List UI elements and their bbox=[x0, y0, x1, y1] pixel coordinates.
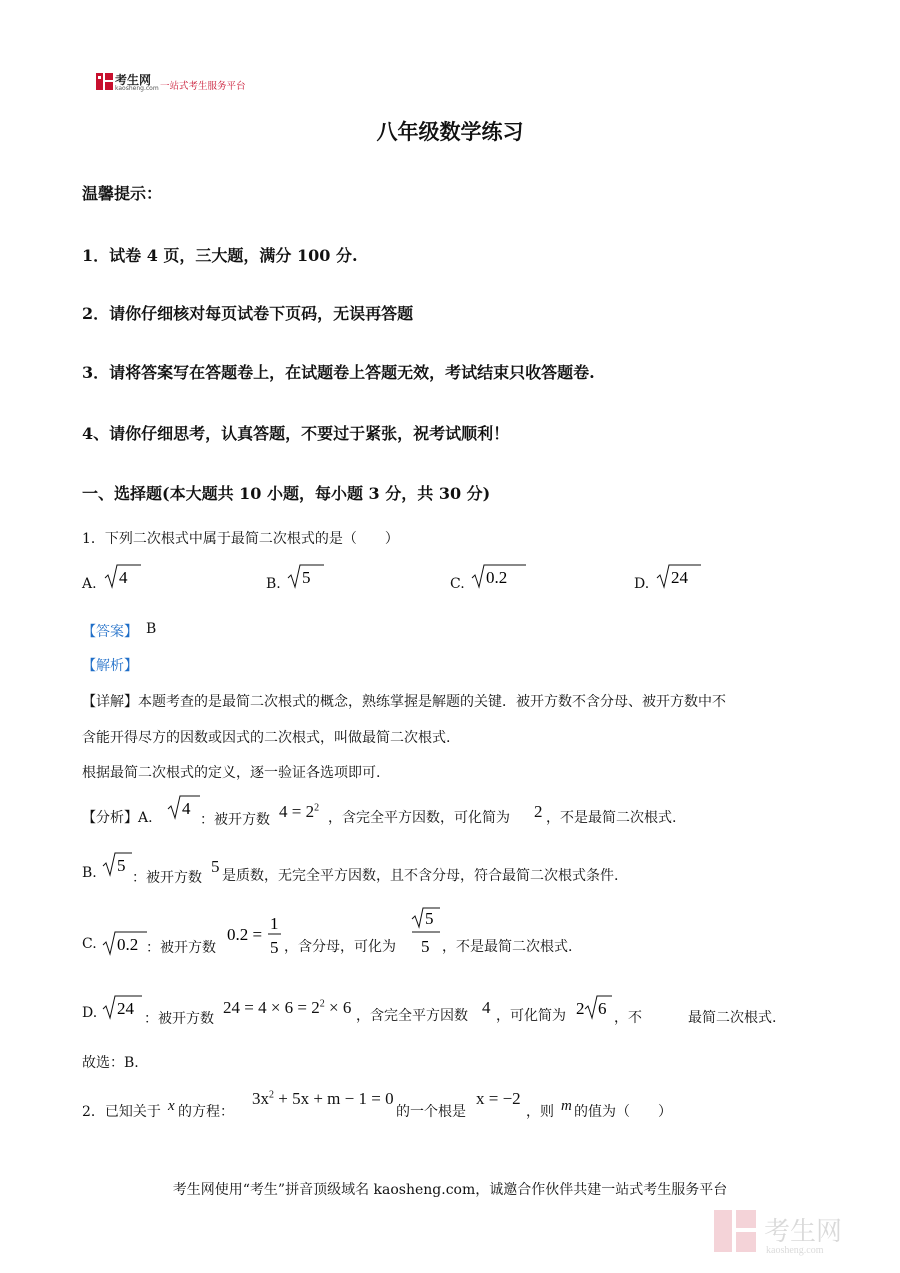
analysis-b-text-1: ：被开方数 bbox=[132, 870, 202, 886]
q1-option-b-radical bbox=[286, 562, 326, 590]
analysis-c-simplified bbox=[408, 905, 444, 961]
q1-stem: 1．下列二次根式中属于最简二次根式的是（ ） bbox=[82, 531, 399, 547]
analysis-a-text-1: ：被开方数 bbox=[200, 812, 270, 828]
analysis-d-text-4: ，不 bbox=[614, 1010, 642, 1026]
q1-option-c-radical bbox=[470, 562, 530, 590]
q1-option-d-radicand: 24 bbox=[671, 568, 688, 587]
q1-option-d-label: D. bbox=[634, 576, 650, 592]
q1-option-b-label: B. bbox=[266, 576, 281, 592]
svg-text:6: 6 bbox=[598, 999, 607, 1018]
q2-text-3: ，则 bbox=[526, 1104, 554, 1120]
q2-text-1: 的方程： bbox=[178, 1104, 234, 1120]
analysis-a-result: 2 bbox=[534, 802, 543, 821]
analysis-a-text-3: ，不是最简二次根式. bbox=[546, 810, 677, 826]
kaosheng-logo-icon bbox=[96, 73, 113, 90]
conclusion: 故选：B. bbox=[82, 1055, 139, 1071]
svg-text:4: 4 bbox=[182, 799, 191, 818]
answer-value: B bbox=[146, 621, 157, 637]
q1-option-b-radicand: 5 bbox=[302, 568, 311, 587]
q1-option-a-radical bbox=[103, 562, 143, 590]
svg-text:1: 1 bbox=[270, 914, 279, 933]
tips-heading: 温馨提示： bbox=[82, 184, 163, 203]
logo-name: 考生网 bbox=[115, 73, 152, 87]
watermark-logo bbox=[712, 1206, 872, 1256]
q2-root: x = −2 bbox=[476, 1089, 521, 1108]
q2-var-x: x bbox=[168, 1098, 175, 1114]
analysis-b-value: 5 bbox=[211, 857, 220, 876]
analysis-d-radical bbox=[101, 993, 145, 1021]
svg-text:考生网: 考生网 bbox=[764, 1217, 843, 1246]
analysis-c-prefix: C. bbox=[82, 936, 97, 952]
svg-text:5: 5 bbox=[270, 938, 279, 957]
svg-text:2: 2 bbox=[576, 999, 585, 1018]
q2-text-2: 的一个根是 bbox=[396, 1104, 466, 1120]
analysis-b-text-2: 是质数，无完全平方因数，且不含分母，符合最简二次根式条件. bbox=[222, 868, 619, 884]
q2-prefix: 2．已知关于 bbox=[82, 1104, 161, 1120]
q1-option-d-radical bbox=[655, 562, 705, 590]
tip-item-2: 2．请你仔细核对每页试卷下页码，无误再答题 bbox=[82, 304, 414, 323]
detail-line-3: 根据最简二次根式的定义，逐一验证各选项即可. bbox=[82, 765, 381, 781]
analysis-a-radical bbox=[166, 793, 202, 821]
analysis-b-radical bbox=[101, 850, 135, 878]
svg-text:5: 5 bbox=[421, 937, 430, 956]
svg-text:24: 24 bbox=[117, 999, 134, 1018]
tip-item-1: 1．试卷 4 页，三大题，满分 100 分. bbox=[82, 246, 358, 265]
q1-option-a-radicand: 4 bbox=[119, 568, 128, 587]
analysis-c-text-2: ，含分母，可化为 bbox=[284, 939, 396, 955]
q2-equation: $3x^2 + 5x + m - 1 = 0$ bbox=[252, 1089, 394, 1108]
analysis-a-text-2: ，含完全平方因数，可化简为 bbox=[328, 810, 510, 826]
analysis-c-text-3: ，不是最简二次根式. bbox=[442, 939, 573, 955]
analysis-c-radical bbox=[101, 929, 149, 957]
detail-line-2: 含能开得尽方的因数或因式的二次根式，叫做最简二次根式. bbox=[82, 730, 451, 746]
footer-text: 考生网使用“考生”拼音顶级域名 kaosheng.com，诚邀合作伙伴共建一站式考生服务平台 bbox=[172, 1182, 728, 1198]
q1-option-a-label: A. bbox=[82, 576, 97, 592]
q2-var-m: m bbox=[561, 1098, 572, 1114]
page-title: 八年级数学练习 bbox=[376, 119, 524, 144]
analysis-tag: 【解析】 bbox=[82, 658, 138, 674]
section-heading: 一、选择题(本大题共 10 小题，每小题 3 分，共 30 分) bbox=[82, 484, 491, 503]
analysis-b-prefix: B. bbox=[82, 865, 97, 881]
q1-option-c-label: C. bbox=[450, 576, 465, 592]
logo-url: kaosheng.com bbox=[115, 85, 159, 92]
analysis-d-text-3: ，可化简为 bbox=[496, 1008, 566, 1024]
analysis-a-prefix: 【分析】A. bbox=[82, 810, 153, 826]
analysis-d-result bbox=[574, 993, 614, 1021]
svg-text:5: 5 bbox=[425, 909, 434, 928]
svg-text:5: 5 bbox=[117, 856, 126, 875]
analysis-d-expr: $24 = 4 \times 6 = 2^2 \times 6$ bbox=[223, 998, 352, 1017]
analysis-d-text-1: ：被开方数 bbox=[144, 1011, 214, 1027]
tip-item-4: 4、请你仔细思考，认真答题，不要过于紧张，祝考试顺利！ bbox=[82, 424, 510, 443]
svg-text:0.2 =: 0.2 = bbox=[227, 925, 263, 944]
svg-text:0.2: 0.2 bbox=[117, 935, 139, 954]
analysis-d-text-2: ，含完全平方因数 bbox=[356, 1008, 468, 1024]
analysis-d-text-5: 最简二次根式. bbox=[688, 1010, 777, 1026]
analysis-a-expr: $4 = 2^2$ bbox=[279, 802, 320, 821]
analysis-d-factor: 4 bbox=[482, 998, 491, 1017]
q1-option-c-radicand: 0.2 bbox=[486, 568, 508, 587]
tip-item-3: 3．请将答案写在答题卷上，在试题卷上答题无效，考试结束只收答题卷. bbox=[82, 363, 595, 382]
answer-tag: 【答案】 bbox=[82, 624, 138, 640]
analysis-c-fraction bbox=[225, 910, 285, 960]
svg-text:kaosheng.com: kaosheng.com bbox=[766, 1245, 824, 1256]
logo-slogan: 一站式考生服务平台 bbox=[160, 81, 246, 92]
analysis-d-prefix: D. bbox=[82, 1005, 98, 1021]
analysis-c-text-1: ：被开方数 bbox=[146, 940, 216, 956]
q2-text-4: 的值为（ ） bbox=[574, 1104, 672, 1120]
detail-line-1: 【详解】本题考查的是最简二次根式的概念，熟练掌握是解题的关键．被开方数不含分母、被开方数中不 bbox=[82, 694, 726, 710]
